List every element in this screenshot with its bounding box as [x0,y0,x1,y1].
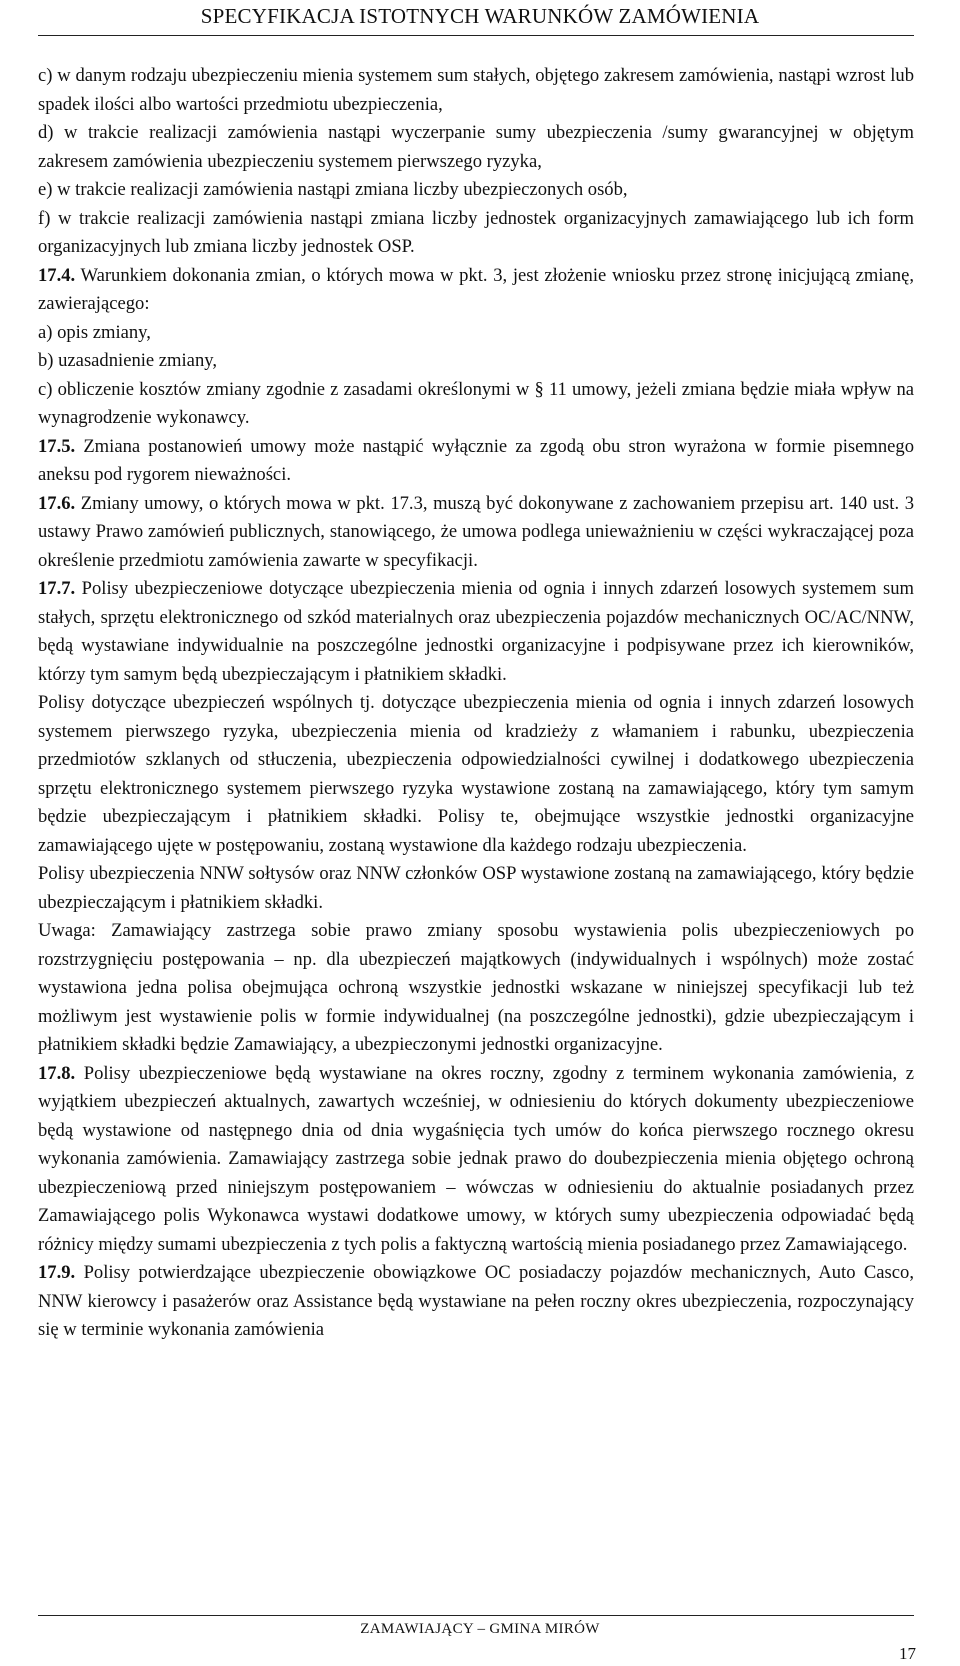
list-item-c: c) w danym rodzaju ubezpieczeniu mienia systemem sum stałych, objętego zakresem zamówienia, nastąpi wzrost lub spadek ilości albo wartości przedmiotu ubezpieczenia, [38,65,914,115]
section-number: 17.8. [38,1062,76,1084]
section-text: Polisy potwierdzające ubezpieczenie obowiązkowe OC posiadaczy pojazdów mechanicznych, Auto Casco, NNW kierowcy i pasażerów oraz Assistance będą wystawiane na pełen roczny okres ubezpieczenia, rozpoczynający się w terminie wykonania zamówienia [38,1262,914,1340]
section-number: 17.9. [38,1262,76,1283]
section-number: 17.4. [38,264,76,286]
section-17-5 [38,433,914,490]
section-text: Polisy ubezpieczeniowe dotyczące ubezpieczenia mienia od ognia i innych zdarzeń losowych systemem sum stałych, sprzętu elektronicznego od szkód materialnych oraz ubezpieczenia pojazdów mechanicznych OC/AC/NNW, będą wystawiane indywidualnie na poszczególne jednostki organizacyjne i podpisywane przez ich kierowników, którzy tym samym będą ubezpieczającym i płatnikiem składki. [38,578,914,685]
section-17-4 [38,262,914,319]
sub-item-c: c) obliczenie kosztów zmiany zgodnie z zasadami określonymi w § 11 umowy, jeżeli zmiana będzie miała wpływ na wynagrodzenie wykonawcy. [38,378,914,428]
header-rule [38,35,914,36]
sub-item-b: b) uzasadnienie zmiany, [38,350,217,371]
section-17-7-paragraph-3: Polisy ubezpieczenia NNW sołtysów oraz NNW członków OSP wystawione zostaną na zamawiającego, który będzie ubezpieczającym i płatnikiem składki. [38,863,914,913]
section-number: 17.7. [38,578,76,599]
list-item-e: e) w trakcie realizacji zamówienia nastąpi zmiana liczby ubezpieczonych osób, [38,179,628,200]
sub-item-a: a) opis zmiany, [38,321,151,343]
running-header: SPECYFIKACJA ISTOTNYCH WARUNKÓW ZAMÓWIENIA [200,4,760,28]
footer-rule [38,1615,914,1616]
section-text: Polisy ubezpieczeniowe będą wystawiane na okres roczny, zgodny z terminem wykonania zamówienia, z wyjątkiem ubezpieczeń aktualnych, zawartych wcześniej, w odniesieniu do których dokumenty ubezpieczeniowe będą wystawione od następnego dnia od dnia wygaśnięcia tych umów do końca pierwszego rocznego okresu wykonania zamówienia. Zamawiający zastrzega sobie jednak prawo do doubezpieczenia mienia objętego ochroną ubezpieczeniową przed niniejszym postępowaniem – wówczas w odniesieniu do aktualnie posiadanych przez Zamawiającego polis Wykonawca wystawi dodatkowe umowy, w których sumy ubezpieczenia odpowiadać będą różnicy między sumami ubezpieczenia z tych polis a faktyczną wartością mienia posiadanego przez Zamawiającego. [38,1062,914,1255]
document-body [38,62,914,1345]
section-number: 17.6. [38,492,76,514]
section-text: Zmiany umowy, o których mowa w pkt. 17.3, muszą być dokonywane z zachowaniem przepisu art. 140 ust. 3 ustawy Prawo zamówień publicznych, stanowiącego, że umowa podlega unieważnieniu w części wykraczającej poza określenie przedmiotu zamówienia zawarte w specyfikacji. [38,492,914,571]
list-item-d: d) w trakcie realizacji zamówienia nastąpi wyczerpanie sumy ubezpieczenia /sumy gwarancyjnej w objętym zakresem zamówienia ubezpieczeniu systemem pierwszego ryzyka, [38,122,914,172]
section-17-7 [38,575,914,689]
section-number: 17.5. [38,435,76,457]
running-footer: ZAMAWIAJĄCY – GMINA MIRÓW [360,1621,600,1637]
section-text: Zmiana postanowień umowy może nastąpić wyłącznie za zgodą obu stron wyrażona w formie pisemnego aneksu pod rygorem nieważności. [38,435,914,485]
section-17-6 [38,490,914,576]
section-17-7-paragraph-2: Polisy dotyczące ubezpieczeń wspólnych tj. dotyczące ubezpieczenia mienia od ognia i innych zdarzeń losowych systemem pierwszego ryzyka, ubezpieczenia mienia od kradzieży z włamaniem i rabunku, ubezpieczenia przedmiotów szklanych od stłuczenia, ubezpieczenia odpowiedzialności cywilnej i dodatkowego ubezpieczenia sprzętu elektronicznego systemem pierwszego ryzyka wystawione zostaną na zamawiającego, który tym samym będzie ubezpieczającym i płatnikiem składki. Polisy te, obejmujące wszystkie jednostki organizacyjne zamawiającego ujęte w postępowaniu, zostaną wystawione dla każdego rodzaju ubezpieczenia. [38,692,914,856]
list-item-f: f) w trakcie realizacji zamówienia nastąpi zmiana liczby jednostek organizacyjnych zamawiającego lub ich form organizacyjnych lub zmiana liczby jednostek OSP. [38,207,914,257]
section-17-9 [38,1259,914,1345]
page-number: 17 [899,1644,916,1663]
section-17-7-note: Uwaga: Zamawiający zastrzega sobie prawo zmiany sposobu wystawienia polis ubezpieczeniowych po rozstrzygnięciu postępowania – np. dla ubezpieczeń majątkowych (indywidualnych i wspólnych) może zostać wystawiona jedna polisa obejmująca ochroną wszystkie jednostki wskazane w niniejszej specyfikacji lub też możliwym jest wystawienie polis w formie indywidualnej (na poszczególne jednostki), gdzie ubezpieczającym i płatnikiem składki będzie Zamawiający, a ubezpieczonymi jednostki organizacyjne. [38,920,914,1055]
section-text: Warunkiem dokonania zmian, o których mowa w pkt. 3, jest złożenie wniosku przez stronę inicjującą zmianę, zawierającego: [38,264,915,314]
section-17-8 [38,1060,914,1260]
